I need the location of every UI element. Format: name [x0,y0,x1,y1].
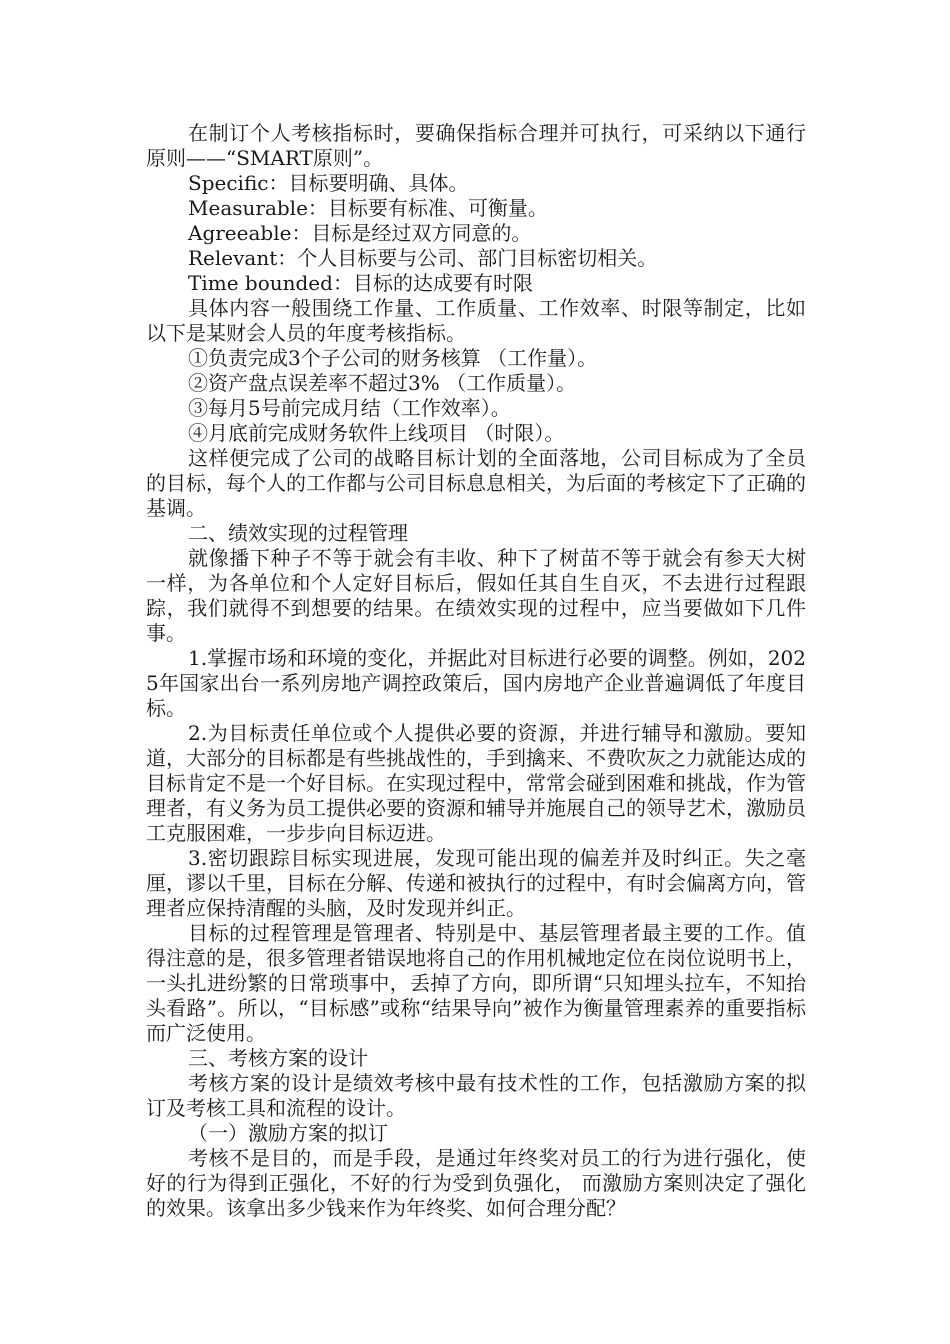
paragraph-point-3: 3.密切跟踪目标实现进展，发现可能出现的偏差并及时纠正。失之毫厘，谬以千里，目标在分解、传递和被执行的过程中，有时会偏离方向，管理者应保持清醒的头脑，及时发现并纠正。 [146,846,806,920]
paragraph-time-bounded: Time bounded：目标的达成要有时限 [188,271,533,295]
paragraph-agreeable: Agreeable：目标是经过双方同意的。 [188,221,532,245]
paragraph-content-intro: 具体内容一般围绕工作量、工作质量、工作效率、时限等制定，比如以下是某财会人员的年度考核指标。 [146,296,806,345]
paragraph-incentive: 考核不是目的，而是手段，是通过年终奖对员工的行为进行强化，使好的行为得到正强化，不好的行为受到负强化， 而激励方案则决定了强化的效果。该拿出多少钱来作为年终奖、如何合理分配？ [146,1146,806,1220]
subsection-heading-incentive: （一）激励方案的拟订 [188,1121,388,1145]
paragraph-smart-intro: 在制订个人考核指标时，要确保指标合理并可执行，可采纳以下通行原则——“SMART原则”。 [146,121,806,170]
paragraph-measurable: Measurable：目标要有标准、可衡量。 [188,196,548,220]
paragraph-specific: Specific：目标要明确、具体。 [188,171,469,195]
paragraph-scheme-intro: 考核方案的设计是绩效考核中最有技术性的工作，包括激励方案的拟订及考核工具和流程的设计。 [146,1071,806,1120]
document-page [146,121,806,1221]
paragraph-process-summary: 目标的过程管理是管理者、特别是中、基层管理者最主要的工作。值得注意的是，很多管理者错误地将自己的作用机械地定位在岗位说明书上，一头扎进纷繁的日常琐事中，丢掉了方向，即所谓“只知埋头拉车，不知抬头看路”。所以，“目标感”或称“结果导向”被作为衡量管理素养的重要指标而广泛使用。 [146,921,806,1045]
paragraph-point-1: 1.掌握市场和环境的变化，并据此对目标进行必要的调整。例如，2025年国家出台一系列房地产调控政策后，国内房地产企业普遍调低了年度目标。 [146,646,806,720]
paragraph-relevant: Relevant：个人目标要与公司、部门目标密切相关。 [188,246,658,270]
paragraph-strategy-landing: 这样便完成了公司的战略目标计划的全面落地，公司目标成为了全员的目标，每个人的工作都与公司目标息息相关，为后面的考核定下了正确的基调。 [146,446,806,520]
list-item-quality: ②资产盘点误差率不超过3% （工作质量）。 [188,371,577,395]
list-item-efficiency: ③每月5号前完成月结（工作效率）。 [188,396,511,420]
section-heading-process-management: 二、绩效实现的过程管理 [188,521,408,545]
list-item-workload: ①负责完成3个子公司的财务核算 （工作量）。 [188,346,598,370]
list-item-deadline: ④月底前完成财务软件上线项目 （时限）。 [188,421,565,445]
paragraph-seed-analogy: 就像播下种子不等于就会有丰收、种下了树苗不等于就会有参天大树一样，为各单位和个人定好目标后，假如任其自生自灭，不去进行过程跟踪，我们就得不到想要的结果。在绩效实现的过程中，应当要做如下几件事。 [146,546,806,645]
section-heading-scheme-design: 三、考核方案的设计 [188,1046,368,1070]
paragraph-point-2: 2.为目标责任单位或个人提供必要的资源，并进行辅导和激励。要知道，大部分的目标都是有些挑战性的，手到擒来、不费吹灰之力就能达成的目标肯定不是一个好目标。在实现过程中，常常会碰到困难和挑战，作为管理者，有义务为员工提供必要的资源和辅导并施展自己的领导艺术，激励员工克服困难，一步步向目标迈进。 [146,721,806,845]
